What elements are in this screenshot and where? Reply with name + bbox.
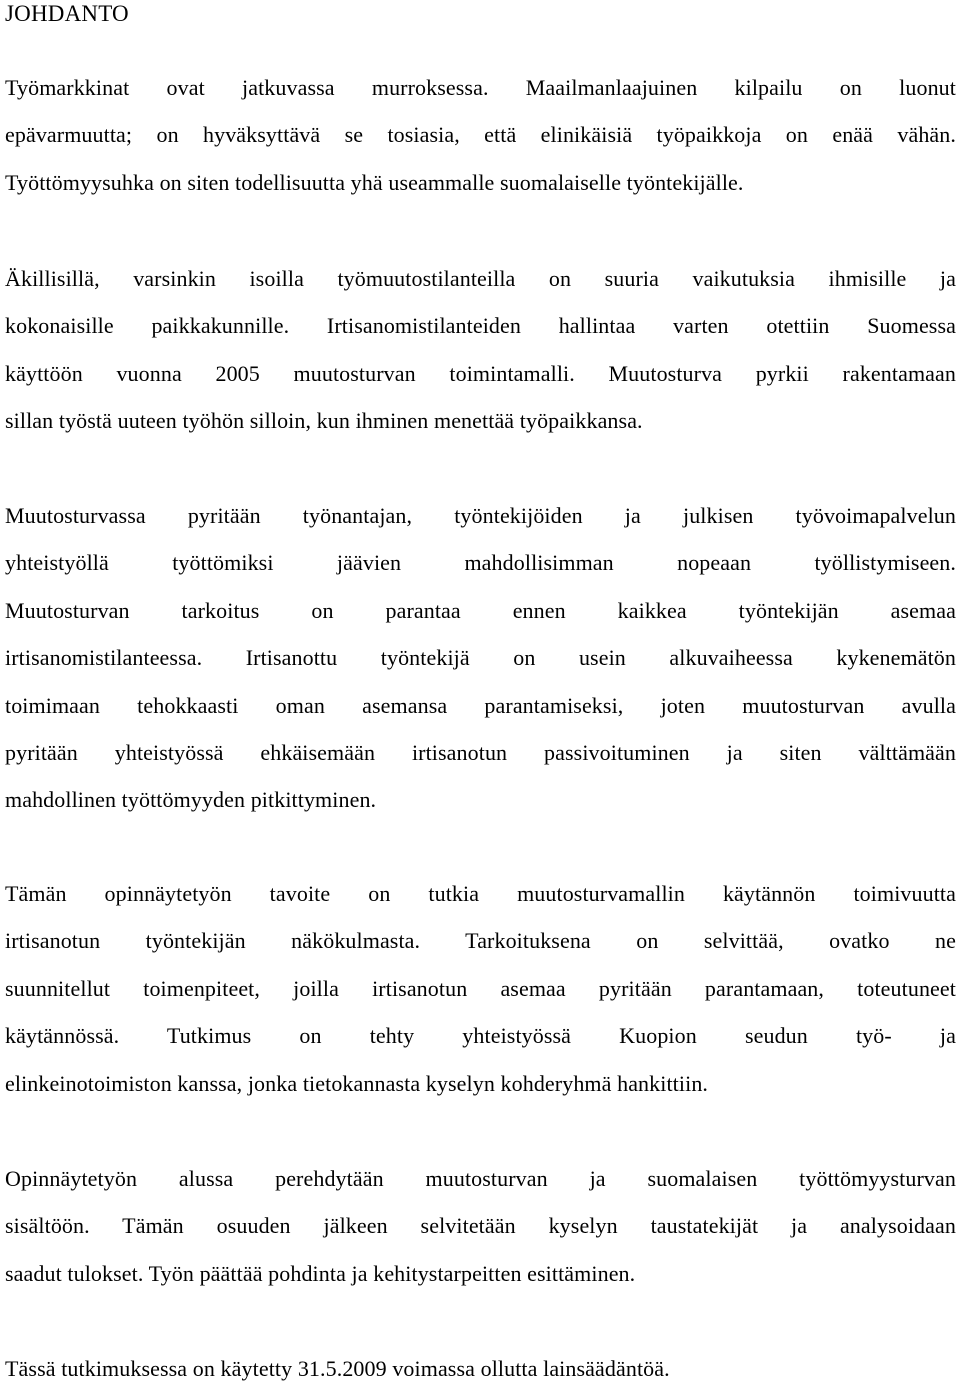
paragraph-line: Opinnäytetyön alussa perehdytään muutosturvan ja suomalaisen työttömyysturvan [5, 1166, 956, 1191]
paragraph-line: sisältöön. Tämän osuuden jälkeen selvitetään kyselyn taustatekijät ja analysoidaan [5, 1213, 956, 1239]
paragraph-line: pyritään yhteistyössä ehkäisemään irtisanotun passivoituminen ja siten välttämään [5, 740, 956, 766]
section-heading: JOHDANTO [5, 1, 129, 26]
paragraph-line: toimimaan tehokkaasti oman asemansa parantamiseksi, joten muutosturvan avulla [5, 692, 956, 718]
paragraph-5 [5, 1155, 956, 1297]
paragraph-line: kokonaisille paikkakunnille. Irtisanomistilanteiden hallintaa varten otettiin Suomessa [5, 313, 956, 339]
paragraph-1 [5, 64, 956, 206]
paragraph-line: Muutosturvassa pyritään työnantajan, työntekijöiden ja julkisen työvoimapalvelun [5, 503, 956, 528]
paragraph-line: suunnitellut toimenpiteet, joilla irtisanotun asemaa pyritään parantamaan, toteutuneet [5, 975, 956, 1001]
paragraph-line: sillan työstä uuteen työhön silloin, kun ihminen menettää työpaikkansa. [5, 408, 643, 434]
paragraph-line: Tämän opinnäytetyön tavoite on tutkia muutosturvamallin käytännön toimivuutta [5, 881, 956, 906]
paragraph-line: irtisanotun työntekijän näkökulmasta. Tarkoituksena on selvittää, ovatko ne [5, 928, 956, 954]
paragraph-6 [5, 1345, 956, 1392]
paragraph-line: yhteistyöllä työttömiksi jäävien mahdollisimman nopeaan työllistymiseen. [5, 550, 956, 576]
paragraph-4 [5, 870, 956, 1107]
paragraph-2 [5, 255, 956, 445]
paragraph-line: elinkeinotoimiston kanssa, jonka tietokannasta kyselyn kohderyhmä hankittiin. [5, 1070, 709, 1096]
paragraph-line: käytännössä. Tutkimus on tehty yhteistyössä Kuopion seudun työ- ja [5, 1023, 956, 1049]
paragraph-line: Työmarkkinat ovat jatkuvassa murroksessa. Maailmanlaajuinen kilpailu on luonut [5, 75, 956, 100]
paragraph-line: Työttömyysuhka on siten todellisuutta yhä useammalle suomalaiselle työntekijälle. [5, 169, 744, 195]
paragraph-3 [5, 492, 956, 824]
paragraph-line: Äkillisillä, varsinkin isoilla työmuutostilanteilla on suuria vaikutuksia ihmisille ja [5, 266, 956, 291]
paragraph-line: käyttöön vuonna 2005 muutosturvan toimintamalli. Muutosturva pyrkii rakentamaan [5, 360, 956, 386]
paragraph-line: saadut tulokset. Työn päättää pohdinta ja kehitystarpeitten esittäminen. [5, 1260, 636, 1286]
paragraph-line: irtisanomistilanteessa. Irtisanottu työntekijä on usein alkuvaiheessa kykenemätön [5, 645, 956, 671]
paragraph-line: epävarmuutta; on hyväksyttävä se tosiasia, että elinikäisiä työpaikkoja on enää vähän. [5, 122, 956, 148]
paragraph-line: Tässä tutkimuksessa on käytetty 31.5.2009 voimassa ollutta lainsäädäntöä. [5, 1356, 670, 1381]
paragraph-line: Muutosturvan tarkoitus on parantaa ennen kaikkea työntekijän asemaa [5, 597, 956, 623]
paragraph-line: mahdollinen työttömyyden pitkittyminen. [5, 787, 377, 813]
